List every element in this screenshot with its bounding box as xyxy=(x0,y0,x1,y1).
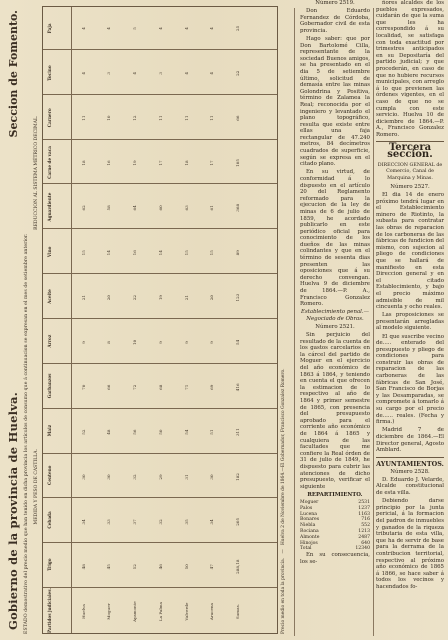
table-cell: Aceite xyxy=(47,289,52,304)
table-cell: Aracena xyxy=(209,603,215,621)
table-cell: 3 xyxy=(157,71,163,75)
table-cell: 68 xyxy=(157,384,163,390)
table-cell: 11 xyxy=(183,115,189,121)
table-cell: Trigo xyxy=(47,558,52,571)
table-cell: 4 xyxy=(183,71,189,75)
table-cell: 19 xyxy=(132,160,138,166)
number-2527: Número 2527. xyxy=(390,183,430,190)
ayuntamientos-body xyxy=(376,477,444,591)
table-cell: 45 xyxy=(106,564,112,570)
table-cell: 46 xyxy=(157,564,163,570)
reparto-pueblo: Lucena xyxy=(300,511,317,517)
table-cell: Arroz xyxy=(47,334,52,348)
table-cell: Paja xyxy=(47,23,52,34)
table-row xyxy=(132,7,137,633)
table-cell: 50 xyxy=(157,429,163,435)
table-cell: 48 xyxy=(106,429,112,435)
reparto-pueblo: Bonares xyxy=(300,517,320,523)
paragraph: Madrid 7 de diciembre de 1864.—El Director general, Agosto Amblard. xyxy=(376,427,444,454)
table-cell: 54 xyxy=(235,339,241,346)
table-grid-line xyxy=(43,453,277,454)
table-cell: 63 xyxy=(183,205,189,211)
ayuntamientos-title: AYUNTAMIENTOS. xyxy=(376,459,444,468)
table-row xyxy=(184,7,189,633)
table-cell: 70 xyxy=(80,384,86,390)
table-cell: 14 xyxy=(106,250,112,256)
table-cell: 11 xyxy=(209,115,215,121)
table-cell: 4 xyxy=(132,71,138,75)
table-grid-line xyxy=(43,542,277,543)
table-cell: Garbanzos xyxy=(47,373,52,399)
subheader-metric: REDUCCION AL SISTEMA MÉTRICO DECIMAL. xyxy=(34,115,39,230)
table-cell: 52 xyxy=(80,429,86,435)
table-header-row xyxy=(47,7,52,633)
paragraph: ñores alcaldes de los pueblos expresados, cuidarán de que la suma que les ha correspondido á su localidad, se satisfaga con toda exactitud por trimestres anticipados en su Depositaría del partido judicial; y que procederán, en caso de que no hubiere recursos municipales, con arreglo á lo que previenen las órdenes vigentes, en el caso de que no se cumpla con este servicio. Huelva 10 de diciembre de 1864.—P. A., Francisco Gonzalez Romero. xyxy=(376,0,444,138)
table-cell: Carne de vaca xyxy=(47,146,52,179)
paragraph: El que suscribe vecino de..... enterado del presupuesto y pliego de condiciones para construir las obras de reparacion de las carboneras de las fábricas de San José, San Francisco de Borjas y las Desamparadas, se compromete á tomarlo á su cargo por el precio de...... reales. (Fecha y firma.) xyxy=(376,333,444,426)
table-cell: 10 xyxy=(106,115,112,121)
table-cell: 31 xyxy=(183,474,189,480)
table-cell: 288,18 xyxy=(235,559,241,574)
table-cell: 4 xyxy=(157,27,163,30)
reparto-table xyxy=(300,500,370,546)
table-cell: Centeno xyxy=(47,465,52,485)
table-cell: Moguer xyxy=(106,603,112,620)
table-grid-line xyxy=(43,363,277,364)
table-cell: 22 xyxy=(132,294,138,301)
table-cell: 35 xyxy=(183,519,189,525)
table-cell: 69 xyxy=(209,384,215,390)
table-cell: 20 xyxy=(209,294,215,301)
table-cell: 8 xyxy=(106,341,112,344)
table-cell: 4 xyxy=(80,27,86,30)
table-cell: 15 xyxy=(209,250,215,256)
column-a-paragraphs xyxy=(300,8,370,308)
table-cell: 52 xyxy=(132,564,138,570)
column-divider xyxy=(373,8,374,636)
table-cell: 32 xyxy=(132,474,138,480)
table-cell: Valverde xyxy=(183,602,189,621)
reparto-pueblo: Niebla xyxy=(300,523,316,529)
table-cell: 60 xyxy=(157,205,163,211)
table-row xyxy=(209,7,214,633)
paragraph: Hago saber: que por Don Bartolomé Cilla, representante de la sociedad Buenos amigos, se ha presentado en el dia 5 de setiembre último, solicitud de demasía entre las minas Golondrina y Positiva, término de Zalamea la Real; reconocida por el ingeniero y levantado el plano topográfico, resulta que existe entre ellas una faja rectangular de 47.240 metros, 84 decímetros cuadrados de superficie, según se expresa en el citado plano. xyxy=(300,35,370,168)
table-cell: 66 xyxy=(235,115,241,121)
tercera-seccion-title: Tercera seccion. xyxy=(387,142,433,161)
table-cell: 10 xyxy=(132,339,138,346)
table-row xyxy=(81,7,86,633)
table-cell: 182 xyxy=(235,473,241,481)
price-table xyxy=(42,6,278,634)
paragraph: D. Eduardo J. Velarde, Alcalde constitucional de esta villa. xyxy=(376,476,444,497)
table-cell: 64 xyxy=(132,205,138,211)
paragraph: Don Eduardo Fernandez de Córdoba, Gobernador civil de esta provincia. xyxy=(300,8,370,34)
table-cell: 416 xyxy=(235,383,241,392)
column-b-paragraphs xyxy=(376,0,444,138)
table-cell: 4 xyxy=(209,71,215,75)
notice-paragraphs xyxy=(300,332,370,490)
table-cell: 48 xyxy=(80,564,86,570)
table-grid-line xyxy=(43,273,277,274)
table-grid-line xyxy=(43,408,277,409)
table-cell: 11 xyxy=(157,115,163,121)
statement-header xyxy=(6,0,20,640)
reparto-cuota: 1237 xyxy=(358,505,370,511)
table-row xyxy=(106,7,111,633)
table-grid-line xyxy=(43,228,277,229)
table-cell: Vino xyxy=(47,246,52,258)
table-cell: 30 xyxy=(106,474,112,480)
paragraph: Las proposiciones se presentarán arregladas al modelo siguiente. xyxy=(376,312,444,332)
statement-signature: Precio medio en toda la provincia. — Huelva 2 de Noviembre de 1864.—El Gobernador, Francisco Gonzalez Romero. xyxy=(281,368,286,634)
reparto-cuota: 1213 xyxy=(358,528,370,534)
notice-number: Número 2521. xyxy=(315,324,355,330)
table-cell: La Palma xyxy=(157,602,163,622)
table-cell: 368 xyxy=(235,203,241,212)
table-cell: Maiz xyxy=(47,424,52,437)
table-cell: 58 xyxy=(106,205,112,211)
table-cell: 54 xyxy=(183,429,189,435)
table-cell: 311 xyxy=(235,428,241,437)
subasta-body xyxy=(376,192,444,454)
table-cell: 4 xyxy=(183,27,189,30)
table-cell: 4 xyxy=(80,71,86,75)
number-2519: Número 2519. xyxy=(315,0,355,6)
table-cell: 15 xyxy=(80,250,86,256)
column-a xyxy=(300,0,370,640)
table-cell: 30 xyxy=(209,474,215,480)
table-cell: 32 xyxy=(157,519,163,525)
table-cell: 4 xyxy=(106,27,112,30)
table-cell: 18 xyxy=(183,160,189,166)
table-cell: Cebada xyxy=(47,511,52,529)
table-cell: Partidos judiciales. xyxy=(47,587,52,633)
table-cell: 22 xyxy=(235,70,241,76)
table-cell: 9 xyxy=(183,341,189,344)
table-cell: 47 xyxy=(209,564,215,570)
number-2528: Número 2528. xyxy=(390,468,430,475)
table-grid-line xyxy=(43,139,277,140)
table-cell: 9 xyxy=(80,341,86,344)
reparto-cuota: 2487 xyxy=(358,534,370,540)
notice-heading: Establecimiento penal.—Negociado de Obras. xyxy=(301,309,369,322)
table-cell: 50 xyxy=(183,564,189,570)
table-cell: 17 xyxy=(209,160,215,166)
table-cell: 37 xyxy=(132,519,138,525)
paragraph: Sin perjuicio del resultado de la cuenta de los gastos carcelarios en la cárcel del partido de Moguer en el ejercicio del año económico de 1863 á 1864, y teniendo en cuenta el que ofrecen la estimacion de lo respectivo al año de 1864 y primer semestre de 1865, con presencia del presupuesto aprobado para el corriente año económico de 1864 á 1865 y cualquiera de las facultades que me confiere la Real órden de 31 de julio de 1849, he dispuesto para cubrir las atenciones de dicho presupuesto, verificar el siguiente xyxy=(300,332,370,490)
table-cell: Huelva xyxy=(80,604,86,619)
reparto-cuota: 640 xyxy=(361,540,370,546)
table-cell: 18 xyxy=(80,160,86,166)
column-divider xyxy=(294,8,295,636)
statement-description: ESTADO demostrativo del precio medio que han tenido en dicha provincia los artículos de consumo que á continuacion se expresan en el mes de setiembre anterior. xyxy=(24,233,29,634)
province-title: Gobierno de la provincia de Huelva. xyxy=(6,392,20,630)
table-grid-line xyxy=(43,49,277,50)
reparto-cuota: 716 xyxy=(361,517,370,523)
table-grid-line xyxy=(43,94,277,95)
table-cell: 34 xyxy=(209,519,215,525)
table-cell: 5 xyxy=(132,27,138,30)
table-row xyxy=(158,7,163,633)
reparto-pueblo: Palos xyxy=(300,505,313,511)
table-cell: 72 xyxy=(132,384,138,390)
reparto-total: Total 12340 xyxy=(300,546,370,552)
table-cell: 56 xyxy=(132,429,138,435)
table-cell: 62 xyxy=(80,205,86,211)
divider-rule xyxy=(376,457,444,458)
measure-subheaders xyxy=(34,6,39,634)
table-cell: 205 xyxy=(235,517,241,526)
direccion-general: DIRECCION GENERAL de Comercio, Canal de Marquina y Minas. xyxy=(377,162,443,181)
table-cell: 21 xyxy=(80,294,86,301)
table-grid-line xyxy=(71,7,72,633)
table-cell: 123 xyxy=(235,293,241,302)
table-cell: 66 xyxy=(106,384,112,390)
table-cell: 51 xyxy=(209,429,215,435)
section-fomento-title: Seccion de Fomento. xyxy=(6,10,20,138)
paragraph: Debiendo darse principio por la junta pericial, á la formacion del padron de inmuebles y ganados de la riqueza tributaria de esta villa, que ha de servir de base para la derrama de la contribucion territorial, respectivo al próximo año económico de 1865 á 1866, se hace saber á todos los vecinos y hacendados fo- xyxy=(376,498,444,590)
table-cell: 12 xyxy=(132,115,138,121)
table-cell: 19 xyxy=(157,294,163,301)
reparto-pueblo: Moguer xyxy=(300,499,319,505)
table-cell: 16 xyxy=(106,160,112,166)
table-cell: 71 xyxy=(183,384,189,390)
table-cell: 30 xyxy=(80,474,86,480)
table-cell: 16 xyxy=(132,250,138,256)
table-cell: 17 xyxy=(157,160,163,166)
table-grid-line xyxy=(43,497,277,498)
table-cell: Tocino xyxy=(47,65,52,81)
table-grid-line xyxy=(43,318,277,319)
table-grid-line xyxy=(43,587,277,588)
column-b xyxy=(376,0,444,640)
table-cell: 25 xyxy=(235,25,241,32)
table-cell: 105 xyxy=(235,159,241,167)
reparto-cuota: 2531 xyxy=(358,499,370,505)
table-cell: Ayamonte xyxy=(132,601,138,622)
table-cell: 33 xyxy=(106,519,112,525)
table-cell: 34 xyxy=(80,519,86,525)
table-cell: Aguardiente xyxy=(47,192,52,222)
paragraph: El dia 14 de enero próximo tendrá lugar en el Establecimiento minero de Riotinto, la subasta para contratar las obras de reparacion de los carboneras de las fábricas de fundicion del mismo, con sujecion al pliego de condiciones que se hallará de manifiesto en esta Direccion general y en el citado Establecimiento, y bajo el precio máximo admisible de mil cincuenta y ocho reales. xyxy=(376,192,444,311)
reparto-pueblo: Almonte xyxy=(300,534,320,540)
table-grid-line xyxy=(43,183,277,184)
reparto-cuota: 1163 xyxy=(358,511,370,517)
subheader-castilla: MEDIDA Y PESO DE CASTILLA. xyxy=(34,448,39,525)
table-cell: 4 xyxy=(209,27,215,30)
table-cell: 89 xyxy=(235,250,241,256)
table-cell: 9 xyxy=(209,341,215,344)
table-cell: 61 xyxy=(209,205,215,211)
table-cell: Sumas. xyxy=(235,603,241,620)
table-cell: 9 xyxy=(157,341,163,344)
table-row xyxy=(235,7,240,633)
reparto-pueblo: Rociana xyxy=(300,528,319,534)
table-cell: 3 xyxy=(106,71,112,75)
table-cell: Carnero xyxy=(47,108,52,128)
paragraph: En su virtud, de conformidad á lo dispuesto en el artículo 20 del Reglamento reformado para la ejecucion de la ley de minas de 6 de julio de 1859, he acordado publicarlo en este periódico oficial para conocimiento de los dueños de las minas colindantes y que en el término de sesenta dias presenten las oposiciones que á su derecho convengan. Huelva 9 de diciembre de 1864.—P. A., Francisco Gonzalez Romero. xyxy=(300,169,370,308)
table-cell: 15 xyxy=(183,250,189,256)
table-cell: 21 xyxy=(183,294,189,301)
table-cell: 14 xyxy=(157,250,163,256)
table-cell: 11 xyxy=(80,115,86,121)
table-cell: 20 xyxy=(106,294,112,301)
reparto-pueblo: Hinojos xyxy=(300,540,318,546)
reparto-title: REPARTIMIENTO. xyxy=(307,491,363,498)
table-cell: 29 xyxy=(157,474,163,480)
reparto-cuota: 552 xyxy=(361,523,370,529)
column-a-closing: En su consecuencia, los se- xyxy=(300,552,370,565)
